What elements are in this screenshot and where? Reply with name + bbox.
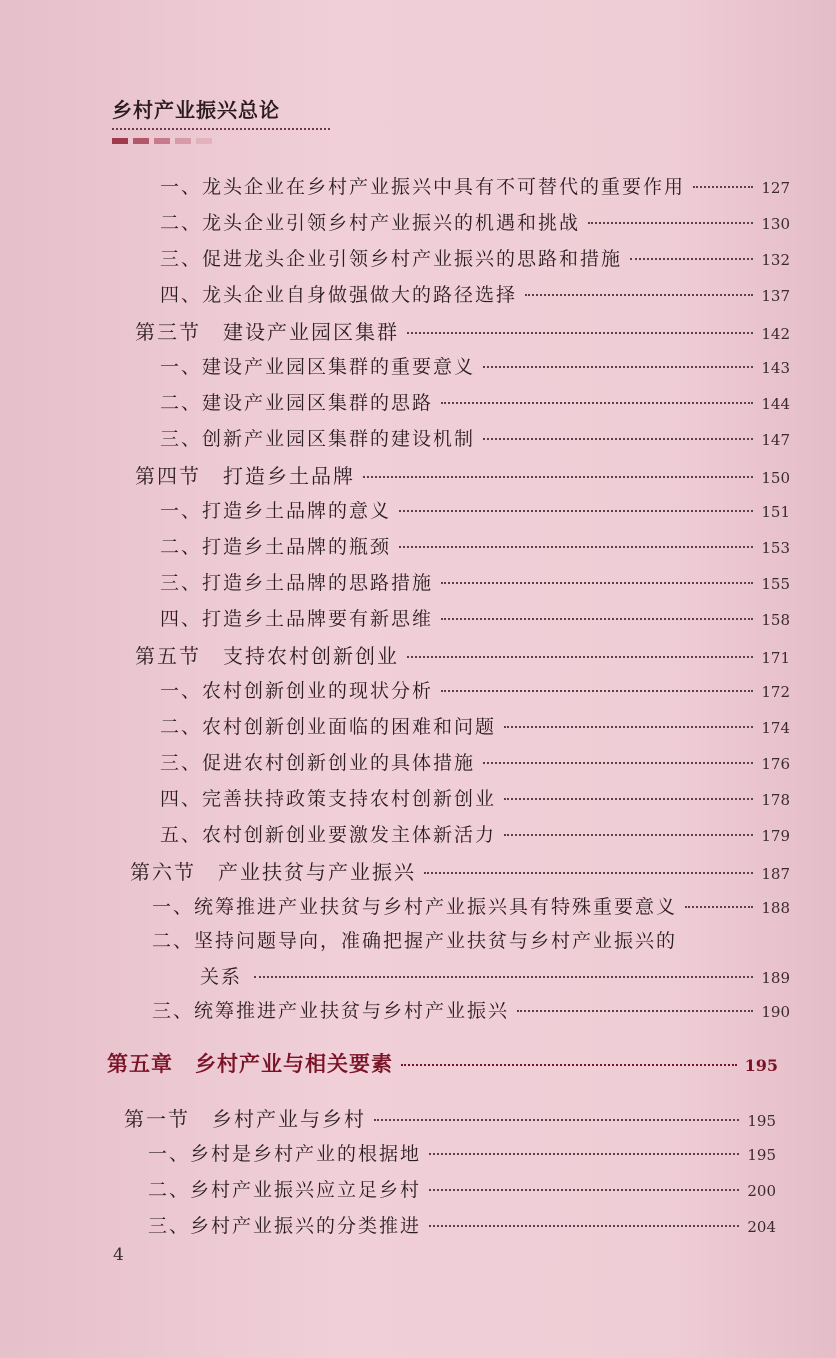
toc-entry [152,892,790,922]
toc-entry [160,568,790,598]
toc-entry [160,244,790,274]
dot-leader [399,546,753,548]
toc-entry [152,996,790,1026]
toc-entry-title: 第四节 打造乡土品牌 [135,464,355,488]
toc-entry [160,784,790,814]
running-header: 乡村产业振兴总论 [112,98,280,122]
toc-entry-title: 三、创新产业园区集群的建设机制 [160,428,476,450]
toc-chapter [107,1048,778,1078]
dot-leader [504,726,753,728]
toc-page-number: 150 [761,469,790,487]
toc-entry-title: 二、坚持问题导向，准确把握产业扶贫与乡村产业振兴的 [152,930,678,952]
toc-entry-title: 第五章 乡村产业与相关要素 [107,1052,393,1076]
toc-entry [152,926,790,956]
toc-entry-title: 第三节 建设产业园区集群 [135,320,399,344]
dot-leader [363,476,753,478]
page-number: 4 [113,1245,124,1265]
toc-entry-title: 二、农村创新创业面临的困难和问题 [160,716,497,738]
dot-leader [429,1189,739,1191]
toc-section [135,460,790,490]
dot-leader [483,762,753,764]
toc-entry-title: 五、农村创新创业要激发主体新活力 [160,824,497,846]
dot-leader [517,1010,753,1012]
toc-page-number: 195 [747,1112,776,1130]
toc-entry-title: 三、乡村产业振兴的分类推进 [148,1215,422,1237]
toc-entry-title: 一、农村创新创业的现状分析 [160,680,434,702]
toc-page-number: 188 [761,899,790,917]
toc-entry-title: 二、建设产业园区集群的思路 [160,392,434,414]
toc-entry-title: 一、打造乡土品牌的意义 [160,500,392,522]
toc-page-number: 195 [744,1056,778,1075]
toc-page-number: 132 [761,251,790,269]
toc-section [135,640,790,670]
toc-page-number: 137 [761,287,790,305]
toc-entry [148,1175,776,1205]
toc-page-number: 158 [761,611,790,629]
dot-leader [441,618,753,620]
toc-entry-title: 三、促进农村创新创业的具体措施 [160,752,476,774]
toc-entry-title: 三、促进龙头企业引领乡村产业振兴的思路和措施 [160,248,623,270]
toc-page-number: 155 [761,575,790,593]
toc-entry [160,676,790,706]
toc-entry [160,820,790,850]
dot-leader [441,402,753,404]
toc-entry [160,712,790,742]
toc-entry-title: 四、龙头企业自身做强做大的路径选择 [160,284,518,306]
toc-entry-title: 三、统筹推进产业扶贫与乡村产业振兴 [152,1000,510,1022]
dot-leader [441,690,753,692]
toc-page-number: 147 [761,431,790,449]
dot-leader [429,1153,739,1155]
toc-page-number: 195 [747,1146,776,1164]
dot-leader [399,510,753,512]
toc-page-number: 174 [761,719,790,737]
toc-page-number: 178 [761,791,790,809]
toc-entry-title: 一、统筹推进产业扶贫与乡村产业振兴具有特殊重要意义 [152,896,678,918]
dot-leader [407,332,753,334]
toc-page-number: 190 [761,1003,790,1021]
dot-leader [441,582,753,584]
toc-entry [160,172,790,202]
dot-leader [693,186,753,188]
toc-page-number: 204 [747,1218,776,1236]
toc-page-number: 143 [761,359,790,377]
toc-entry [160,424,790,454]
toc-page-number: 130 [761,215,790,233]
toc-entry-title: 第五节 支持农村创新创业 [135,644,399,668]
toc-entry [160,352,790,382]
toc-page-number: 179 [761,827,790,845]
toc-section [135,316,790,346]
toc-entry [160,208,790,238]
dot-leader [525,294,753,296]
toc-page-number: 189 [761,969,790,987]
dot-leader [429,1225,739,1227]
toc-entry [160,496,790,526]
toc-entry-title: 四、打造乡土品牌要有新思维 [160,608,434,630]
dot-leader [407,656,753,658]
toc-entry-title: 二、龙头企业引领乡村产业振兴的机遇和挑战 [160,212,581,234]
dot-leader [424,872,753,874]
dot-leader [630,258,753,260]
toc-entry-title: 二、打造乡土品牌的瓶颈 [160,536,392,558]
toc-entry-title: 一、建设产业园区集群的重要意义 [160,356,476,378]
dot-leader [483,366,753,368]
toc-entry-title: 四、完善扶持政策支持农村创新创业 [160,788,497,810]
toc-entry [200,962,790,992]
toc-entry-title: 一、乡村是乡村产业的根据地 [148,1143,422,1165]
dot-leader [254,976,753,978]
toc-page-number: 187 [761,865,790,883]
toc-page-number: 172 [761,683,790,701]
toc-entry [160,280,790,310]
toc-entry-title: 第六节 产业扶贫与产业振兴 [130,860,416,884]
toc-entry-title: 二、乡村产业振兴应立足乡村 [148,1179,422,1201]
toc-entry [160,388,790,418]
toc-page-number: 171 [761,649,790,667]
toc-page-number: 144 [761,395,790,413]
toc-page-number: 151 [761,503,790,521]
toc-page-number: 176 [761,755,790,773]
toc-entry-title: 三、打造乡土品牌的思路措施 [160,572,434,594]
dot-leader [504,834,753,836]
toc-entry [148,1211,776,1241]
toc-entry [160,532,790,562]
toc-section [124,1103,776,1133]
toc-entry [160,748,790,778]
toc-entry-title: 关系 [200,966,243,988]
toc-entry [148,1139,776,1169]
toc-entry-title: 第一节 乡村产业与乡村 [124,1107,366,1131]
toc-entry [160,604,790,634]
dot-leader [374,1119,739,1121]
toc-page-number: 127 [761,179,790,197]
dot-leader [685,906,753,908]
toc-page-number: 153 [761,539,790,557]
toc-page-number: 200 [747,1182,776,1200]
dot-leader [483,438,753,440]
toc-page-number: 142 [761,325,790,343]
toc-section [130,856,790,886]
dot-leader [401,1064,737,1066]
dot-leader [588,222,753,224]
toc-entry-title: 一、龙头企业在乡村产业振兴中具有不可替代的重要作用 [160,176,686,198]
dot-leader [504,798,753,800]
